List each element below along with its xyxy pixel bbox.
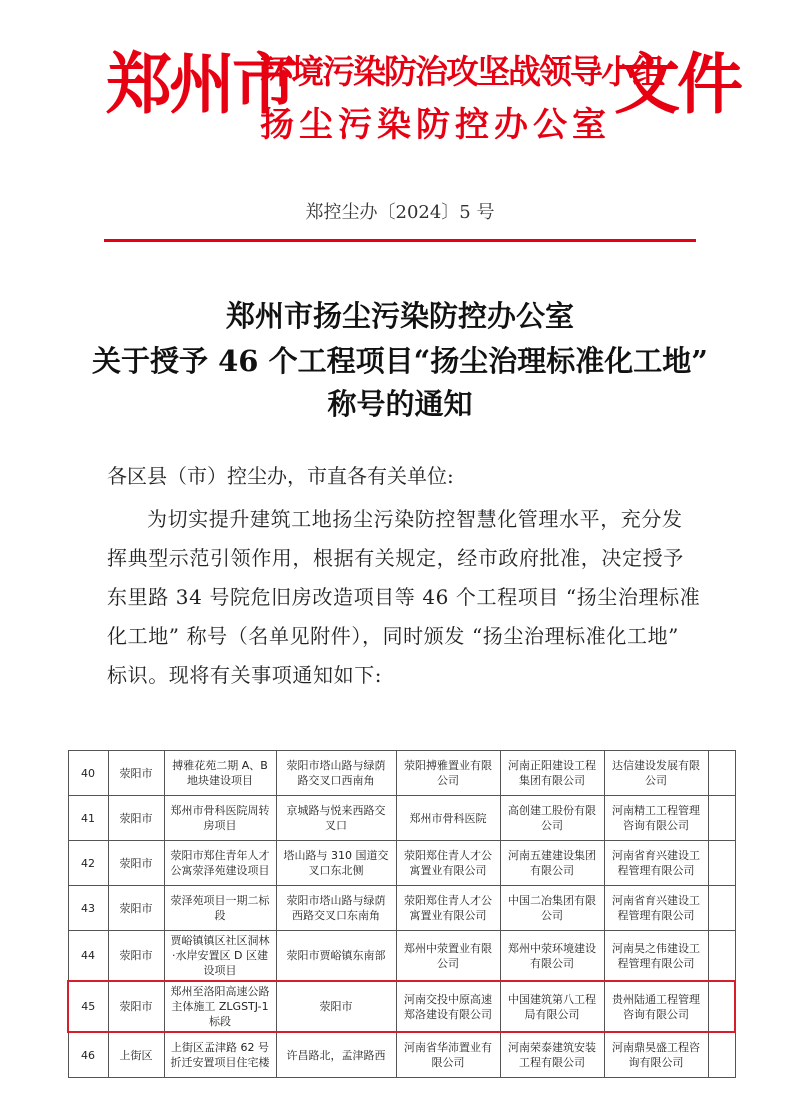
table-row: [68, 886, 735, 931]
cell-district: 荥阳市: [108, 931, 164, 982]
cell-district: 荥阳市: [108, 796, 164, 841]
body-line: 东里路 34 号院危旧房改造项目等 46 个工程项目 “扬尘治理标准: [107, 585, 701, 609]
cell-number: 43: [68, 886, 108, 931]
cell-location: 荥阳市贾峪镇东南部: [276, 931, 396, 982]
cell-developer: 荥阳郑住青人才公寓置业有限公司: [396, 886, 500, 931]
cell-remark: [708, 751, 735, 796]
cell-location: 塔山路与 310 国道交叉口东北侧: [276, 841, 396, 886]
cell-number: 42: [68, 841, 108, 886]
cell-district: 荥阳市: [108, 751, 164, 796]
cell-developer: 河南交投中原高速郑洛建设有限公司: [396, 981, 500, 1032]
cell-developer: 河南省华沛置业有限公司: [396, 1032, 500, 1078]
header-org-zhengzhou: 郑州市: [106, 46, 295, 123]
cell-project-name: 荥泽苑项目一期二标段: [164, 886, 276, 931]
cell-district: 荥阳市: [108, 886, 164, 931]
cell-district: 荥阳市: [108, 841, 164, 886]
cell-developer: 荥阳郑住青人才公寓置业有限公司: [396, 841, 500, 886]
cell-remark: [708, 1032, 735, 1078]
table-row-highlighted: [68, 981, 735, 1032]
header-org-line2: 扬尘污染防控办公室: [260, 105, 611, 145]
cell-contractor: 中国二冶集团有限公司: [500, 886, 604, 931]
cell-remark: [708, 841, 735, 886]
cell-number: 44: [68, 931, 108, 982]
red-divider-line: [104, 239, 696, 242]
cell-number: 45: [68, 981, 108, 1032]
cell-remark: [708, 981, 735, 1032]
cell-contractor: 河南五建建设集团有限公司: [500, 841, 604, 886]
cell-project-name: 郑州至洛阳高速公路主体施工 ZLGSTJ-1 标段: [164, 981, 276, 1032]
cell-supervisor: 河南昊之伟建设工程管理有限公司: [604, 931, 708, 982]
body-line: 化工地” 称号（名单见附件），同时颁发 “扬尘治理标准化工地”: [107, 624, 679, 648]
cell-contractor: 高创建工股份有限公司: [500, 796, 604, 841]
cell-number: 46: [68, 1032, 108, 1078]
cell-district: 荥阳市: [108, 981, 164, 1032]
project-list-table: [67, 750, 734, 1078]
cell-supervisor: 河南省育兴建设工程管理有限公司: [604, 841, 708, 886]
title-line-2: 关于授予 46 个工程项目“扬尘治理标准化工地”: [92, 344, 708, 378]
cell-remark: [708, 796, 735, 841]
cell-district: 上街区: [108, 1032, 164, 1078]
cell-contractor: 中国建筑第八工程局有限公司: [500, 981, 604, 1032]
cell-supervisor: 达信建设发展有限公司: [604, 751, 708, 796]
body-line: 标识。现将有关事项通知如下:: [107, 663, 383, 687]
cell-number: 40: [68, 751, 108, 796]
cell-project-name: 上街区孟津路 62 号折迁安置项目住宅楼: [164, 1032, 276, 1078]
cell-supervisor: 河南精工工程管理咨询有限公司: [604, 796, 708, 841]
cell-contractor: 郑州中荥环境建设有限公司: [500, 931, 604, 982]
cell-project-name: 搏雅花苑二期 A、B 地块建设项目: [164, 751, 276, 796]
cell-developer: 郑州市骨科医院: [396, 796, 500, 841]
cell-developer: 荥阳搏雅置业有限公司: [396, 751, 500, 796]
cell-project-name: 荥阳市郑住青年人才公寓荥泽苑建设项目: [164, 841, 276, 886]
table-row: [68, 1032, 735, 1078]
title-line-1: 郑州市扬尘污染防控办公室: [225, 299, 574, 333]
cell-project-name: 郑州市骨科医院周转房项目: [164, 796, 276, 841]
cell-location: 荥阳市: [276, 981, 396, 1032]
salutation: 各区县（市）控尘办，市直各有关单位:: [107, 464, 454, 488]
table-row: [68, 751, 735, 796]
cell-supervisor: 河南鼎昊盛工程咨询有限公司: [604, 1032, 708, 1078]
body-line: 为切实提升建筑工地扬尘污染防控智慧化管理水平，充分发: [147, 507, 683, 531]
table-row: [68, 796, 735, 841]
document-number: 郑控尘办〔2024〕5 号: [305, 202, 495, 223]
cell-remark: [708, 931, 735, 982]
cell-location: 许昌路北，孟津路西: [276, 1032, 396, 1078]
cell-contractor: 河南正阳建设工程集团有限公司: [500, 751, 604, 796]
cell-location: 京城路与悦来西路交叉口: [276, 796, 396, 841]
header-org-line1: 环境污染防治攻坚战领导小组: [260, 52, 663, 91]
cell-location: 荥阳市塔山路与绿荫路交叉口西南角: [276, 751, 396, 796]
cell-supervisor: 贵州陆通工程管理咨询有限公司: [604, 981, 708, 1032]
cell-number: 41: [68, 796, 108, 841]
cell-remark: [708, 886, 735, 931]
cell-project-name: 贾峪镇镇区社区洞林·水岸安置区 D 区建设项目: [164, 931, 276, 982]
cell-supervisor: 河南省育兴建设工程管理有限公司: [604, 886, 708, 931]
cell-developer: 郑州中荥置业有限公司: [396, 931, 500, 982]
cell-location: 荥阳市塔山路与绿荫西路交叉口东南角: [276, 886, 396, 931]
header-document-word: 文件: [614, 46, 740, 123]
title-line-3: 称号的通知: [327, 387, 473, 421]
table-row: [68, 841, 735, 886]
table-row: [68, 931, 735, 982]
cell-contractor: 河南荣泰建筑安装工程有限公司: [500, 1032, 604, 1078]
body-line: 挥典型示范引领作用，根据有关规定，经市政府批准，决定授予: [107, 546, 684, 570]
